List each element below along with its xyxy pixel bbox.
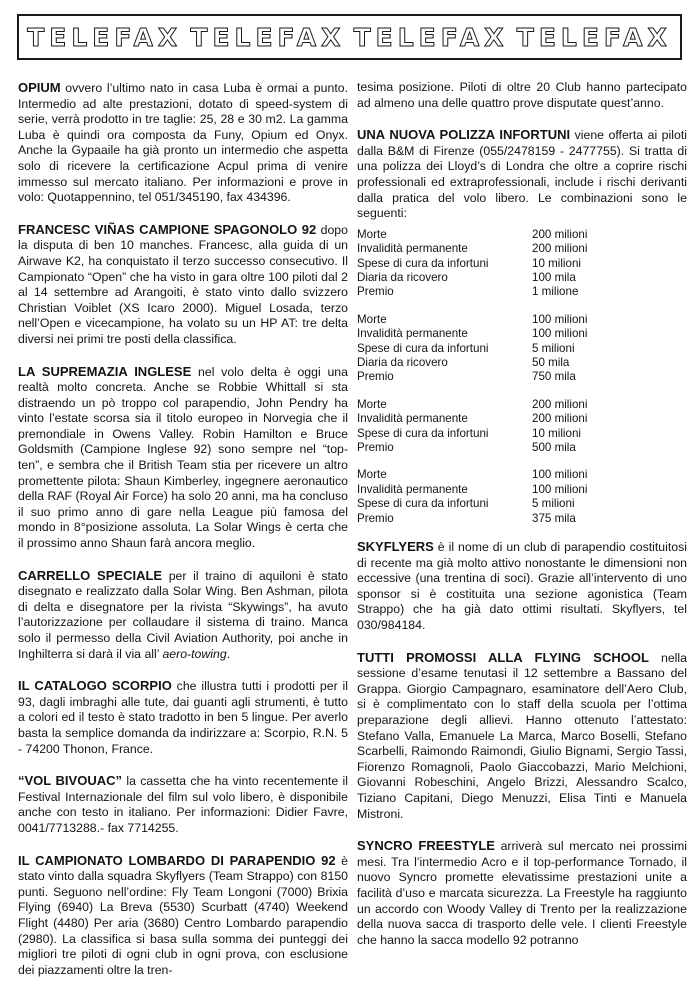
- row-label: Invalidità permanente: [357, 327, 468, 341]
- article-headline: OPIUM: [18, 80, 61, 95]
- table-row: [357, 512, 687, 526]
- article-scorpio: [18, 678, 348, 757]
- table-row: [357, 398, 687, 412]
- article-bivouac: [18, 773, 348, 836]
- table-row: [357, 370, 687, 384]
- article-lombardo: [18, 853, 348, 979]
- table-row: [357, 497, 687, 511]
- row-value: 100 milioni: [532, 327, 588, 341]
- table-row: [357, 285, 687, 299]
- row-label: Invalidità permanente: [357, 482, 468, 496]
- row-label: Morte: [357, 468, 387, 482]
- article-carrello: [18, 568, 348, 663]
- row-label: Morte: [357, 227, 387, 241]
- row-value: 200 milioni: [532, 242, 588, 256]
- article-body: ovvero l’ultimo nato in casa Luba è ormai a punto. Intermedio ad alte prestazioni, dotato di speed-system di serie, verrà prodotto in tre taglie: 25, 28 e 30 m2. La gamma Luba è quindi ora composta da Funy, Opium ed Onyx. Anche la Gypaaile ha già pronto un intermedio che aspetta solo di ricevere la certificazione Acpul prima di venire immesso sul mercato italiano. Per informazioni e prove in volo: Quotappennino, tel 051/345190, fax 434396.: [18, 81, 348, 205]
- row-value: 10 milioni: [532, 426, 581, 440]
- row-label: Premio: [357, 370, 394, 384]
- left-column: [18, 80, 348, 994]
- article-body: per il traino di aquiloni è stato disegnato e realizzato dalla Solar Wing. Ben Ashman, pilota di delta e disegnatore per la rivista “Skywings”, ha avuto l’autorizzazione per collaudare il sistema di traino. Manca solo il permesso della Civil Aviation Authority, poi anche in Inghilterra si darà il via all’: [18, 568, 349, 661]
- article-headline: IL CAMPIONATO LOMBARDO DI PARAPENDIO 92: [18, 852, 336, 868]
- article-body: arriverà sul mercato nei prossimi mesi. Tra l’intermedio Acro e il top-performance Tornado, il nuovo Syncro promette elevatissime prestazioni unite a facilità d’uso e marcata sicurezza. La Freestyle ha raggiunto un accordo con Woody Valley di Trento per la realizzazione della nuova sacca di trasporto delle vele. I clienti Freestyle che hanno la sacca modello 92 potranno: [357, 839, 687, 947]
- row-label: Premio: [357, 511, 394, 525]
- table-row: [357, 427, 687, 441]
- table-row: [357, 327, 687, 341]
- insurance-plan-4: [357, 468, 687, 526]
- article-vinas: [18, 222, 348, 348]
- table-row: [357, 313, 687, 327]
- article-body: nel volo delta è oggi una realtà molto concreta. Anche se Robbie Whittall si sta distraendo un pò troppo col parapendio, John Pendry ha vinto l’estate scorsa sia il titolo europeo in Norvegia che il premondiale in Owens Valley. Robin Hamilton e Bruce Goldsmith (Campione Inglese 92) sono sempre nel “top-ten”, e sembra che il British Team stia per ricevere un altro promettente pilota: Shaun Kimberley, ingegnere aeronautico della RAF (Royal Air Force) ha solo 20 anni, ma ha concluso il suo primo anno di gare nella League più famosa del mondo in 8°posizione assoluta. La Solar Wings è certa che il prossimo anno Shaun farà ancora meglio.: [18, 364, 348, 551]
- article-body: è stato vinto dalla squadra Skyflyers (Team Strappo) con 8150 punti. Seguono nell’ordine: Fly Team Longoni (7000) Brixia Flying (6940) La Breva (5530) Scurbatt (4740) Weekend Flight (4480) Per aria (3680) Centro Lombardo parapendio (2980). La classifica si basa sulla somma dei punteggi dei migliori tre piloti di ogni club in ogni prova, con esclusione dei piazzamenti oltre la tren-: [18, 853, 348, 977]
- row-label: Diaria da ricovero: [357, 270, 448, 284]
- row-value: 5 milioni: [532, 497, 575, 511]
- row-value: 100 mila: [532, 270, 576, 284]
- row-label: Invalidità permanente: [357, 412, 468, 426]
- article-headline: “VOL BIVOUAC”: [18, 773, 122, 789]
- row-value: 200 milioni: [532, 412, 588, 426]
- row-label: Morte: [357, 397, 387, 411]
- row-value: 5 milioni: [532, 341, 575, 355]
- article-supremazia: [18, 364, 348, 552]
- article-headline: LA SUPREMAZIA INGLESE: [18, 363, 192, 379]
- row-label: Spese di cura da infortuni: [357, 341, 489, 355]
- table-row: [357, 242, 687, 256]
- article-body: è il nome di un club di parapendio costituitosi di recente ma già molto attivo nonostante le dimensioni non eccessive (una trentina di soci). Grazie all’intervento di uno sponsor si è costituita una sezione agonistica (Team Strappo) che ha già dato ottimi risultati. Skyflyers, tel 030/984184.: [357, 540, 687, 633]
- row-value: 375 mila: [532, 511, 576, 525]
- table-row: [357, 257, 687, 271]
- article-syncro: [357, 838, 687, 948]
- article-skyflyers: [357, 539, 687, 634]
- table-row: [357, 356, 687, 370]
- article-headline: UNA NUOVA POLIZZA INFORTUNI: [357, 127, 571, 143]
- row-label: Diaria da ricovero: [357, 356, 448, 369]
- row-label: Premio: [357, 285, 394, 299]
- banner-word: TELEFAX: [516, 22, 672, 52]
- article-body: viene offerta ai piloti dalla B&M di Firenze (055/2478159 - 2477755). Si tratta di una polizza dei Lloyd’s di Londra che oltre a coprire rischi professionali ed extraprofessionali, include i rischi derivanti dalla pratica del volo libero. Le combinazioni sono le seguenti:: [357, 128, 687, 221]
- row-value: 200 milioni: [532, 227, 588, 241]
- table-row: [357, 468, 687, 482]
- row-value: 500 mila: [532, 441, 576, 455]
- row-label: Spese di cura da infortuni: [357, 426, 489, 440]
- right-column: [357, 80, 687, 964]
- row-value: 1 milione: [532, 285, 579, 299]
- article-tail: .: [226, 646, 231, 661]
- article-headline: TUTTI PROMOSSI ALLA FLYING SCHOOL: [357, 649, 649, 665]
- article-headline: IL CATALOGO SCORPIO: [18, 678, 172, 694]
- table-row: [357, 342, 687, 356]
- banner-word: TELEFAX: [353, 22, 509, 52]
- article-flying-school: [357, 650, 687, 823]
- row-value: 200 milioni: [532, 397, 588, 411]
- article-body: che illustra tutti i prodotti per il 93, dagli imbraghi alle tute, dai guanti agli strumenti, è tutto a colori ed il testo è stato tradotto in ben 5 lingue. Per averlo basta la semplice domanda da indirizzare a: Scorpio, R.N. 5 - 74200 Thonon, France.: [18, 679, 348, 756]
- article-headline: CARRELLO SPECIALE: [18, 567, 163, 583]
- table-row: [357, 483, 687, 497]
- table-row: [357, 412, 687, 426]
- row-value: 750 mila: [532, 370, 576, 384]
- article-body: dopo la disputa di ben 10 manches. Francesc, alla guida di un Airwave K2, ha conquistato il terzo successo consecutivo. Il Campionato “Open” che ha visto in gara oltre 100 piloti dal 2 al 14 settembre ad Arangoiti, è stato vinto dallo svizzero Christian Voiblet (XS Icaro 2000). Miguel Losada, terzo nell’Open e vicecampione, ha volato su un HP AT: tre delta diversi nei primi tre posti della classifica.: [18, 222, 348, 346]
- row-value: 100 milioni: [532, 468, 588, 482]
- article-italic: aero-towing: [162, 646, 227, 661]
- table-row: [357, 271, 687, 285]
- insurance-plan-2: [357, 313, 687, 385]
- row-value: 50 mila: [532, 356, 570, 369]
- row-label: Spese di cura da infortuni: [357, 497, 489, 511]
- article-polizza: [357, 127, 687, 222]
- table-row: [357, 228, 687, 242]
- insurance-plan-1: [357, 228, 687, 300]
- banner-word: TELEFAX: [190, 22, 346, 52]
- banner-word: TELEFAX: [27, 22, 183, 52]
- article-opium: [18, 80, 348, 206]
- article-body: la cassetta che ha vinto recentemente il Festival Internazionale del film sul volo libero, è disponibile anche con testo in italiano. Per informazioni: Didier Favre, 0041/7713288.- fax 7714255.: [18, 774, 348, 835]
- article-headline: FRANCESC VIÑAS CAMPIONE SPAGONOLO 92: [18, 221, 317, 237]
- article-headline: SKYFLYERS: [357, 539, 434, 555]
- row-value: 100 milioni: [532, 482, 588, 496]
- telefax-banner: [17, 14, 682, 60]
- row-label: Premio: [357, 441, 394, 455]
- row-label: Morte: [357, 312, 387, 326]
- row-label: Invalidità permanente: [357, 242, 468, 256]
- article-continuation: tesima posizione. Piloti di oltre 20 Club hanno partecipato ad almeno una delle quattro prove disputate quest’anno.: [357, 80, 687, 110]
- row-value: 100 milioni: [532, 312, 588, 326]
- row-label: Spese di cura da infortuni: [357, 256, 489, 270]
- insurance-plan-3: [357, 398, 687, 456]
- table-row: [357, 441, 687, 455]
- row-value: 10 milioni: [532, 256, 581, 270]
- article-body: nella sessione d’esame tenutasi il 12 settembre a Bassano del Grappa. Giorgio Campagnaro, esaminatore dell’Aero Club, si è complimentato con lo staff della scuola per l’ottima preparazione degli allievi. Hanno ottenuto l’attestato: Stefano Valla, Emanuele La Marca, Marco Boselli, Stefano Scarbelli, Raimondo Raimondi, Giulio Bignami, Sergio Tassi, Fiorenzo Romagnoli, Paolo Giaccobazzi, Mario Melchioni, Giovanni Robeschini, Angelo Brizzi, Alessandro Scalco, Tiziano Capitani, Diego Menuzzi, Elisa Tinti e Manuela Mistroni.: [357, 650, 687, 821]
- article-headline: SYNCRO FREESTYLE: [357, 838, 495, 854]
